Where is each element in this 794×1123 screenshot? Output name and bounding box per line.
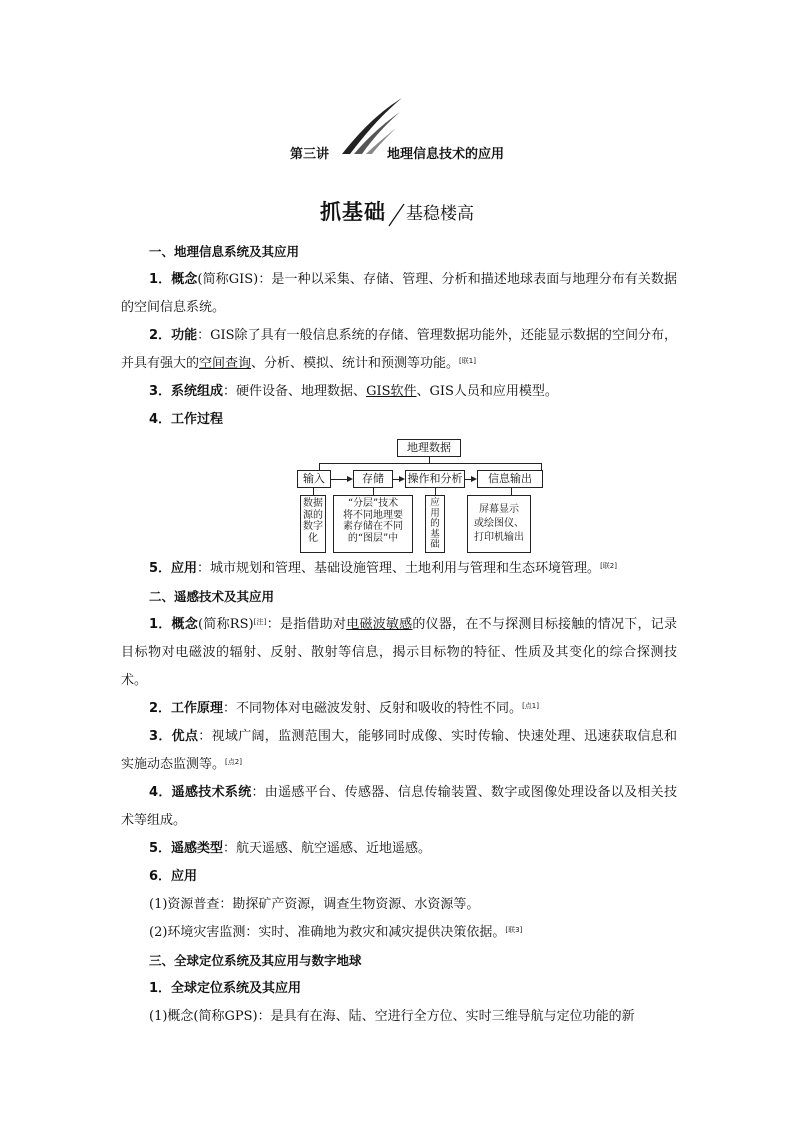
- note-marker: [注]: [253, 618, 267, 626]
- gis-components: 3．系统组成：硬件设备、地理数据、GIS软件、GIS人员和应用模型。: [149, 384, 558, 399]
- node-analysis: 操作和分析: [405, 470, 465, 488]
- node-geo-data: 地理数据: [397, 439, 461, 457]
- rs-system: 4．遥感技术系统：由遥感平台、传感器、信息传输装置、数字或图像处理设备以及相关技术等组成。: [121, 785, 677, 828]
- node-storage: 存储: [353, 470, 393, 488]
- node-digitize: 数据 源的 数字 化: [300, 495, 326, 553]
- rs-concept: 1．概念(简称RS)[注]：是指借助对电磁波敏感的仪器，在不与探测目标接触的情况下，记录目标物对电磁波的辐射、反射、散射等信息，揭示目标物的特征、性质及其变化的综合探测技术。: [121, 617, 677, 688]
- lesson-name: 地理信息技术的应用: [387, 147, 505, 162]
- banner-light: 基稳楼高: [406, 204, 474, 224]
- gis-workflow: 4．工作过程: [149, 412, 224, 427]
- node-input: 输入: [297, 470, 331, 488]
- gis-function: 2．功能：GIS除了具有一般信息系统的存储、管理数据功能外，还能显示数据的空间分布，并具有强大的空间查询、分析、模拟、统计和预测等功能。[联1]: [121, 328, 677, 371]
- node-layers: “分层”技术 将不同地理要 素存储在不同 的“图层”中: [333, 495, 413, 553]
- page-content: [121, 238, 677, 1031]
- gps-subheading: 1．全球定位系统及其应用: [149, 981, 302, 996]
- rs-types: 5．遥感类型：航天遥感、航空遥感、近地遥感。: [149, 841, 432, 856]
- gis-concept: 1．概念(简称GIS)：是一种以采集、存储、管理、分析和描述地球表面与地理分布有关数据的空间信息系统。: [121, 272, 678, 315]
- node-output-devices: 屏幕显示 或绘图仪、 打印机输出: [467, 495, 531, 553]
- node-output: 信息输出: [477, 470, 543, 488]
- lesson-number: 第三讲: [289, 147, 329, 162]
- rs-advantages: 3．优点：视域广阔，监测范围大，能够同时成像、实时传输、快速处理、迅速获取信息和实施动态监测等。[点2]: [121, 729, 677, 772]
- lesson-title: [0, 143, 794, 162]
- gps-concept: (1)概念(简称GPS)：是具有在海、陆、空进行全方位、实时三维导航与定位功能的新: [149, 1009, 635, 1024]
- note-marker: [联1]: [459, 357, 476, 365]
- gis-workflow-diagram: [121, 437, 677, 554]
- note-marker: [联2]: [600, 562, 617, 570]
- rs-principle: 2．工作原理：不同物体对电磁波发射、反射和吸收的特性不同。[点1]: [149, 701, 539, 716]
- rs-app-disaster: (2)环境灾害监测：实时、准确地为救灾和减灾提供决策依据。[联3]: [149, 925, 523, 940]
- section-heading-gis: 一、地理信息系统及其应用: [149, 244, 300, 259]
- banner-bold: 抓基础: [320, 200, 386, 224]
- gis-application: 5．应用：城市规划和管理、基础设施管理、土地利用与管理和生态环境管理。[联2]: [149, 561, 617, 576]
- note-marker: [联3]: [505, 926, 523, 934]
- note-marker: [点1]: [522, 702, 539, 710]
- section-banner: [0, 196, 794, 228]
- note-marker: [点2]: [225, 758, 242, 766]
- rs-app-resources: (1)资源普查：勘探矿产资源，调查生物资源、水资源等。: [149, 897, 480, 912]
- section-heading-rs: 二、遥感技术及其应用: [149, 589, 275, 604]
- section-heading-gps: 三、全球定位系统及其应用与数字地球: [149, 953, 362, 968]
- slash-divider: [386, 202, 406, 228]
- node-app-basis: 应 用 的 基 础: [425, 495, 445, 553]
- rs-application: 6．应用: [149, 869, 198, 884]
